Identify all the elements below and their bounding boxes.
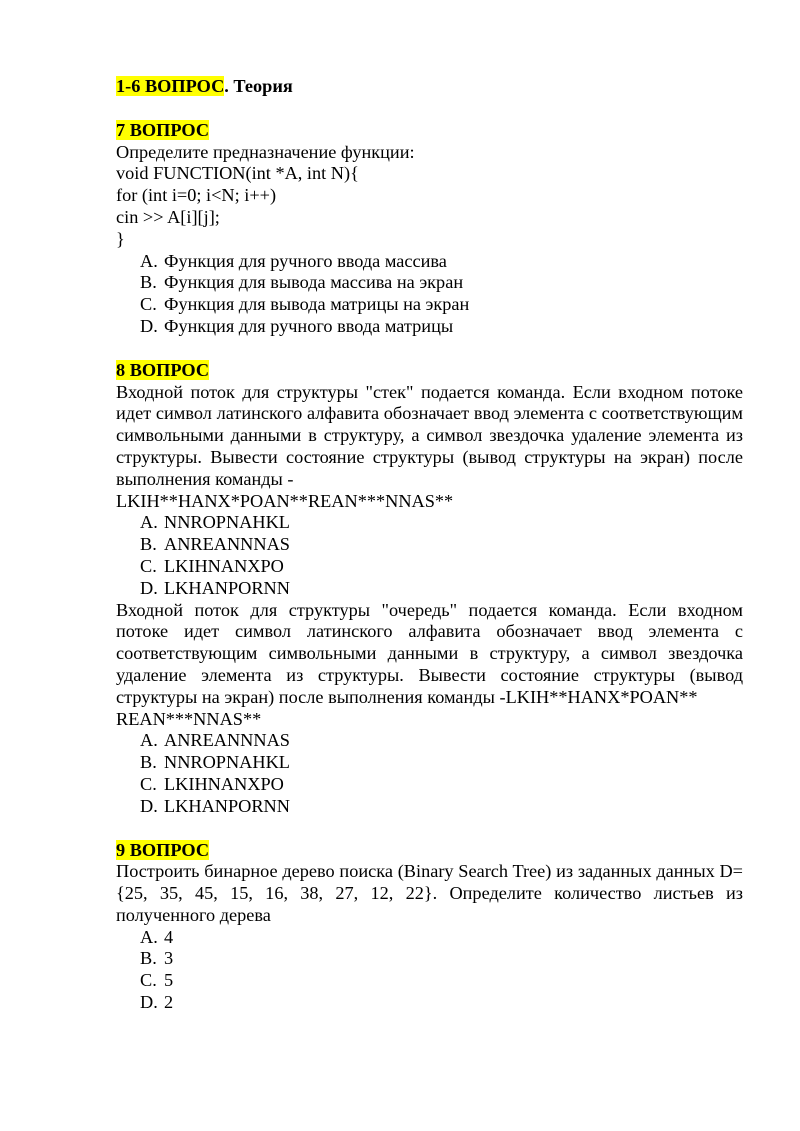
- answer-option: [140, 534, 743, 556]
- question-text: Определите предназначение функции:: [116, 141, 415, 162]
- question-7: [116, 120, 743, 338]
- option-letter: C.: [140, 970, 157, 991]
- answer-option: [140, 730, 743, 752]
- answer-option: [140, 316, 743, 338]
- code-line: cin >> A[i][j];: [116, 206, 220, 227]
- option-text: ANREANNNAS: [164, 730, 290, 751]
- option-text: LKHANPORNN: [164, 795, 290, 816]
- command-string: REAN***NNAS**: [116, 708, 262, 729]
- question-header: 7 ВОПРОС: [116, 119, 210, 140]
- option-letter: C.: [140, 294, 157, 315]
- spacer: [116, 338, 743, 360]
- option-text: NNROPNAHKL: [164, 752, 290, 773]
- option-letter: C.: [140, 555, 157, 576]
- option-letter: A.: [140, 512, 158, 533]
- option-text: Функция для вывода массива на экран: [164, 272, 464, 293]
- answer-options: [116, 512, 743, 599]
- answer-options: [116, 730, 743, 817]
- question-8: [116, 360, 743, 818]
- option-text: 4: [164, 926, 174, 947]
- question-text: Входной поток для структуры "стек" подается команда. Если входном потоке идет символ латинского алфавита обозначает ввод элемента с соответствующим символьными данными в структуру, а символ звездочка удаление элемента из структуры. Вывести состояние структуры (вывод структуры на экран) после выполнения команды -: [116, 381, 743, 489]
- option-letter: A.: [140, 250, 158, 271]
- option-text: NNROPNAHKL: [164, 512, 290, 533]
- option-letter: A.: [140, 926, 158, 947]
- code-line: }: [116, 228, 125, 249]
- option-letter: B.: [140, 534, 157, 555]
- option-letter: D.: [140, 577, 158, 598]
- option-letter: D.: [140, 795, 158, 816]
- question-header: 9 ВОПРОС: [116, 839, 210, 860]
- option-text: 2: [164, 992, 174, 1013]
- option-text: LKIHNANXPO: [164, 773, 284, 794]
- option-text: ANREANNNAS: [164, 534, 290, 555]
- answer-option: [140, 774, 743, 796]
- question-header: 8 ВОПРОС: [116, 359, 210, 380]
- answer-option: [140, 578, 743, 600]
- option-letter: B.: [140, 948, 157, 969]
- option-letter: B.: [140, 272, 157, 293]
- answer-option: [140, 752, 743, 774]
- option-letter: A.: [140, 730, 158, 751]
- option-letter: C.: [140, 773, 157, 794]
- answer-option: [140, 272, 743, 294]
- option-letter: D.: [140, 992, 158, 1013]
- section-title: [116, 76, 743, 98]
- title-highlight: 1-6 ВОПРОС: [116, 76, 225, 96]
- answer-options: [116, 251, 743, 338]
- answer-options: [116, 927, 743, 1014]
- command-string: LKIH**HANX*POAN**REAN***NNAS**: [116, 490, 454, 511]
- question-9: [116, 840, 743, 1014]
- code-line: for (int i=0; i<N; i++): [116, 185, 277, 206]
- option-text: Функция для вывода матрицы на экран: [164, 294, 470, 315]
- answer-option: [140, 948, 743, 970]
- code-line: void FUNCTION(int *A, int N){: [116, 163, 359, 184]
- question-text: Построить бинарное дерево поиска (Binary Search Tree) из заданных данных D={25, 35, 45, 15, 16, 38, 27, 12, 22}. Определите количество листьев из полученного дерева: [116, 861, 743, 925]
- answer-option: [140, 251, 743, 273]
- answer-option: [140, 970, 743, 992]
- question-text: Входной поток для структуры "очередь" подается команда. Если входном потоке идет символ латинского алфавита обозначает ввод элемента с соответствующим символьными данными в структуру, а символ звездочка удаление элемента из структуры. Вывести состояние структуры (вывод структуры на экран) после выполнения команды -LKIH**HANX*POAN**: [116, 599, 743, 707]
- answer-option: [140, 992, 743, 1014]
- answer-option: [140, 796, 743, 818]
- option-text: LKHANPORNN: [164, 577, 290, 598]
- option-letter: B.: [140, 752, 157, 773]
- answer-option: [140, 294, 743, 316]
- option-letter: D.: [140, 315, 158, 336]
- option-text: Функция для ручного ввода матрицы: [164, 315, 454, 336]
- option-text: 3: [164, 948, 174, 969]
- option-text: 5: [164, 970, 174, 991]
- option-text: Функция для ручного ввода массива: [164, 250, 447, 271]
- spacer: [116, 818, 743, 840]
- title-rest: . Теория: [224, 76, 293, 96]
- document-content: [116, 76, 743, 1014]
- spacer: [116, 98, 743, 120]
- answer-option: [140, 512, 743, 534]
- answer-option: [140, 556, 743, 578]
- option-text: LKIHNANXPO: [164, 555, 284, 576]
- answer-option: [140, 927, 743, 949]
